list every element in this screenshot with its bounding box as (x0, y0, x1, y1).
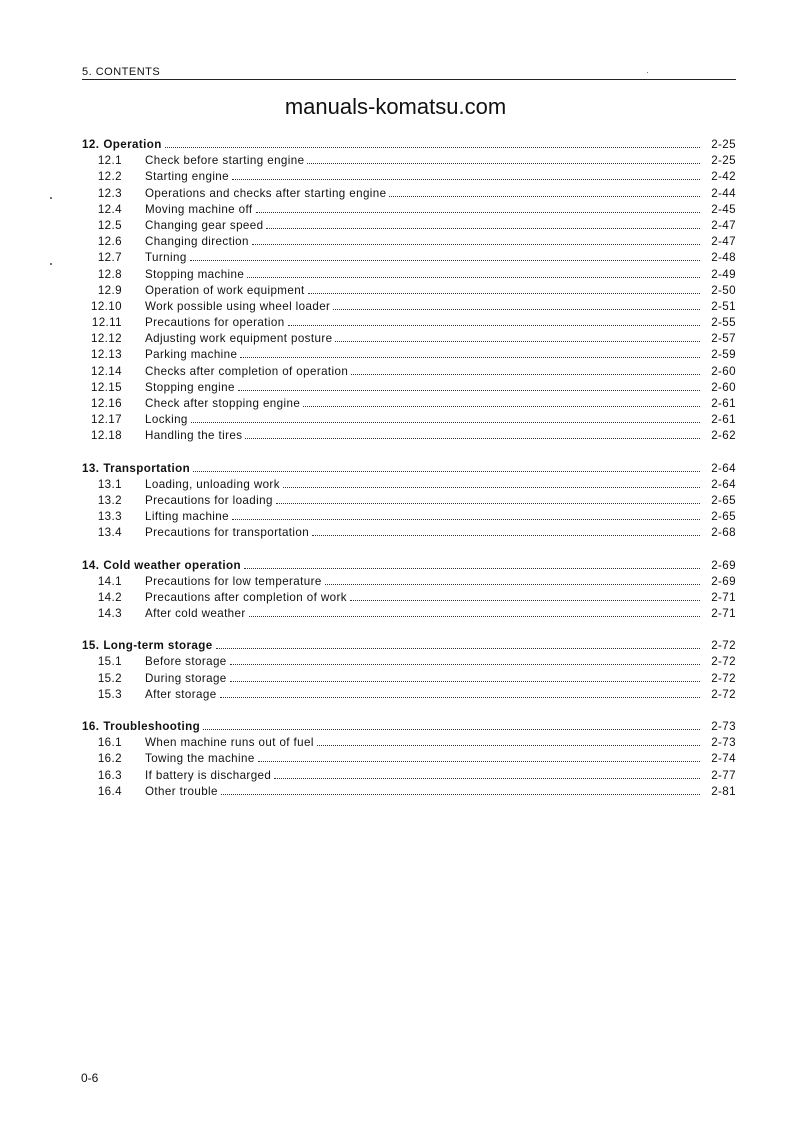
toc-entry-title: Loading, unloading work (145, 477, 280, 491)
toc-entry-number: 13.3 (97, 510, 122, 524)
toc-entry[interactable] (82, 672, 736, 688)
dot-leader (258, 760, 700, 762)
toc-entry-number: 12.5 (97, 218, 122, 232)
toc-section-heading[interactable] (82, 138, 736, 154)
toc-entry[interactable] (82, 478, 736, 494)
dot-leader (351, 373, 700, 375)
toc-entry-page: 2-62 (711, 429, 736, 443)
toc-entry-number: 12.18 (90, 429, 122, 443)
toc-entry-number: 12.10 (90, 299, 122, 313)
toc-entry[interactable] (82, 607, 736, 623)
toc-entry-title: Other trouble (145, 784, 218, 798)
toc-entry[interactable] (82, 688, 736, 704)
toc-section-heading[interactable] (82, 720, 736, 736)
toc-section (82, 462, 736, 543)
toc-entry-title: Precautions after completion of work (145, 590, 347, 604)
dot-leader (244, 567, 700, 569)
toc-entry-title: Handling the tires (145, 429, 243, 443)
toc-entry-number: 15.1 (97, 655, 122, 669)
toc-entry-title: Operation (103, 138, 162, 151)
toc-entry[interactable] (82, 494, 736, 510)
toc-entry[interactable] (82, 316, 736, 332)
dot-leader (191, 421, 700, 423)
toc-entry-page: 2-60 (711, 380, 736, 394)
toc-entry-page: 2-64 (711, 477, 736, 491)
toc-entry-number: 13.4 (97, 526, 122, 540)
dot-leader (389, 195, 700, 197)
toc-entry-title: Operation of work equipment (145, 283, 305, 297)
toc-entry-number: 12.4 (97, 202, 122, 216)
toc-entry-page: 2-55 (711, 316, 736, 330)
toc-entry[interactable] (82, 526, 736, 542)
toc-entry-page: 2-45 (711, 202, 736, 216)
toc-entry-title: Moving machine off (145, 202, 253, 216)
dot-leader (335, 340, 700, 342)
dot-leader (165, 146, 700, 148)
toc-section-heading[interactable] (82, 462, 736, 478)
toc-entry[interactable] (82, 170, 736, 186)
toc-entry-page: 2-73 (711, 736, 736, 750)
toc-entry-title: Before storage (145, 655, 227, 669)
toc-entry-number: 13.1 (97, 477, 122, 491)
toc-entry-title: During storage (145, 671, 227, 685)
dot-leader (274, 777, 700, 779)
toc-entry-title: If battery is discharged (145, 768, 272, 782)
toc-entry-number: 12.8 (97, 267, 122, 281)
dot-leader (230, 680, 700, 682)
toc-entry-number: 16.2 (97, 752, 122, 766)
toc-entry-page: 2-74 (711, 752, 736, 766)
toc-entry[interactable] (82, 510, 736, 526)
toc-entry-number: 12.7 (97, 251, 122, 265)
toc-entry[interactable] (82, 203, 736, 219)
toc-section (82, 559, 736, 624)
toc-entry-page: 2-69 (711, 558, 736, 572)
toc-entry-page: 2-59 (711, 348, 736, 362)
toc-entry-page: 2-68 (711, 526, 736, 540)
toc-entry-number: 15.3 (97, 687, 122, 701)
toc-entry[interactable] (82, 268, 736, 284)
dot-leader (312, 534, 700, 536)
toc-entry-number: 15. (82, 639, 100, 653)
toc-entry-page: 2-61 (711, 413, 736, 427)
dot-leader (252, 243, 700, 245)
toc-entry-number: 12.12 (90, 332, 122, 346)
toc-entry[interactable] (82, 187, 736, 203)
toc-entry-page: 2-25 (711, 138, 736, 151)
toc-entry-number: 12.6 (97, 235, 122, 249)
toc-entry-title: Adjusting work equipment posture (145, 332, 333, 346)
toc-entry-title: Stopping engine (145, 380, 235, 394)
toc-entry-title: Cold weather operation (103, 558, 241, 572)
toc-entry-page: 2-81 (711, 784, 736, 798)
watermark-text: manuals-komatsu.com (284, 94, 507, 119)
dot-leader (216, 647, 700, 649)
toc-entry-number: 14.1 (97, 574, 122, 588)
toc-entry-number: 16.3 (97, 768, 122, 782)
dot-leader (203, 728, 700, 730)
toc-entry-number: 12.9 (97, 283, 122, 297)
toc-entry-title: Operations and checks after starting engine (145, 186, 387, 200)
dot-leader (303, 405, 700, 407)
toc-entry-number: 16.1 (97, 736, 122, 750)
toc-entry-title: After storage (145, 687, 217, 701)
toc-entry-title: Troubleshooting (103, 720, 201, 733)
toc-entry-title: Precautions for operation (145, 316, 285, 330)
toc-entry-title: Transportation (103, 461, 191, 475)
dot-leader (190, 259, 700, 261)
toc-entry-title: Long-term storage (103, 639, 213, 653)
toc-section-heading[interactable] (82, 639, 736, 655)
toc-entry-number: 14.3 (97, 607, 122, 621)
dot-leader (266, 227, 700, 229)
toc-entry-page: 2-44 (711, 186, 736, 200)
toc-entry[interactable] (82, 154, 736, 170)
toc-entry-page: 2-73 (711, 720, 736, 733)
toc-entry-page: 2-72 (711, 639, 736, 653)
toc-entry[interactable] (82, 591, 736, 607)
page-header (82, 66, 736, 80)
toc-section (82, 138, 736, 446)
toc-entry-number: 16.4 (97, 784, 122, 798)
toc-entry-number: 14.2 (97, 590, 122, 604)
dot-leader (288, 324, 700, 326)
dot-leader (232, 178, 700, 180)
scan-speck (50, 263, 52, 265)
toc-entry-title: Towing the machine (145, 752, 255, 766)
dot-leader (317, 744, 700, 746)
toc-entry-page: 2-71 (711, 590, 736, 604)
toc-entry-number: 12.3 (97, 186, 122, 200)
dot-leader (325, 583, 700, 585)
dot-leader (245, 437, 700, 439)
toc-entry-title: When machine runs out of fuel (145, 736, 314, 750)
toc-entry-number: 12. (82, 138, 100, 151)
toc-entry[interactable] (82, 284, 736, 300)
toc-entry-number: 15.2 (97, 671, 122, 685)
toc-entry[interactable] (82, 381, 736, 397)
toc-entry[interactable] (82, 575, 736, 591)
toc-entry-page: 2-72 (711, 655, 736, 669)
dot-leader (249, 615, 700, 617)
toc-entry-title: After cold weather (145, 607, 246, 621)
toc-entry-title: Changing direction (145, 235, 249, 249)
dot-leader (256, 211, 700, 213)
toc-entry[interactable] (82, 769, 736, 785)
dot-leader (333, 308, 700, 310)
dot-leader (308, 292, 700, 294)
toc-section (82, 720, 736, 801)
toc-entry-page: 2-25 (711, 154, 736, 168)
toc-section-heading[interactable] (82, 559, 736, 575)
toc-entry-page: 2-69 (711, 574, 736, 588)
toc-entry[interactable] (82, 655, 736, 671)
dot-leader (283, 486, 700, 488)
toc-entry[interactable] (82, 752, 736, 768)
page-number: 0-6 (81, 1071, 99, 1085)
toc-entry-title: Check after stopping engine (145, 397, 301, 410)
toc-entry-page: 2-71 (711, 607, 736, 621)
toc-entry-number: 14. (82, 558, 100, 572)
dot-leader (247, 276, 700, 278)
toc-entry-title: Work possible using wheel loader (145, 299, 331, 313)
toc-entry-page: 2-47 (711, 218, 736, 232)
toc-entry-number: 12.17 (90, 413, 122, 427)
toc-section (82, 639, 736, 704)
toc-entry[interactable] (82, 300, 736, 316)
toc-entry-number: 12.16 (90, 397, 122, 410)
toc-entry-number: 12.14 (90, 364, 122, 378)
toc-entry-title: Parking machine (145, 348, 238, 362)
toc-entry-title: Locking (145, 413, 188, 427)
toc-entry-page: 2-61 (711, 397, 736, 410)
toc-entry-page: 2-72 (711, 671, 736, 685)
dot-leader (307, 162, 700, 164)
toc-entry-number: 12.11 (91, 316, 122, 330)
dot-leader (238, 389, 700, 391)
toc-entry-title: Starting engine (145, 170, 229, 184)
toc-entry-title: Turning (145, 251, 187, 265)
toc-entry[interactable] (82, 413, 736, 429)
toc-entry-title: Stopping machine (145, 267, 245, 281)
table-of-contents (82, 138, 736, 817)
dot-leader (230, 663, 700, 665)
toc-entry-title: Precautions for loading (145, 493, 273, 507)
toc-entry[interactable] (82, 785, 736, 801)
scan-speck (647, 72, 648, 73)
toc-entry[interactable] (82, 348, 736, 364)
toc-entry[interactable] (82, 251, 736, 267)
toc-entry-title: Checks after completion of operation (145, 364, 349, 378)
toc-entry[interactable] (82, 365, 736, 381)
dot-leader (193, 470, 700, 472)
toc-entry-number: 12.2 (97, 170, 122, 184)
toc-entry-title: Lifting machine (145, 510, 229, 524)
toc-entry[interactable] (82, 736, 736, 752)
dot-leader (350, 599, 700, 601)
toc-entry[interactable] (82, 219, 736, 235)
toc-entry-page: 2-48 (711, 251, 736, 265)
dot-leader (221, 793, 700, 795)
toc-entry-number: 12.1 (97, 154, 122, 168)
toc-entry-number: 16. (82, 720, 100, 733)
toc-entry-page: 2-57 (711, 332, 736, 346)
toc-entry-title: Precautions for low temperature (145, 574, 322, 588)
dot-leader (220, 696, 700, 698)
toc-entry-page: 2-65 (711, 510, 736, 524)
toc-entry-page: 2-64 (711, 461, 736, 475)
toc-entry-page: 2-72 (711, 687, 736, 701)
toc-entry-number: 12.13 (90, 348, 122, 362)
toc-entry[interactable] (82, 332, 736, 348)
header-section-title: 5. CONTENTS (82, 66, 161, 78)
toc-entry-number: 12.15 (90, 380, 122, 394)
toc-entry-page: 2-51 (711, 299, 736, 313)
dot-leader (240, 356, 700, 358)
toc-entry-page: 2-65 (711, 493, 736, 507)
dot-leader (232, 518, 700, 520)
toc-entry-number: 13.2 (97, 493, 122, 507)
toc-entry-number: 13. (82, 461, 100, 475)
dot-leader (276, 502, 700, 504)
toc-entry[interactable] (82, 429, 736, 445)
toc-entry-page: 2-77 (711, 768, 736, 782)
toc-entry-page: 2-60 (711, 364, 736, 378)
toc-entry-page: 2-49 (711, 267, 736, 281)
toc-entry-title: Check before starting engine (145, 154, 305, 168)
toc-entry-page: 2-42 (711, 170, 736, 184)
toc-entry-page: 2-50 (711, 283, 736, 297)
toc-entry[interactable] (82, 397, 736, 413)
scan-speck (50, 197, 52, 199)
toc-entry[interactable] (82, 235, 736, 251)
toc-entry-title: Precautions for transportation (145, 526, 310, 540)
toc-entry-title: Changing gear speed (145, 218, 264, 232)
toc-entry-page: 2-47 (711, 235, 736, 249)
